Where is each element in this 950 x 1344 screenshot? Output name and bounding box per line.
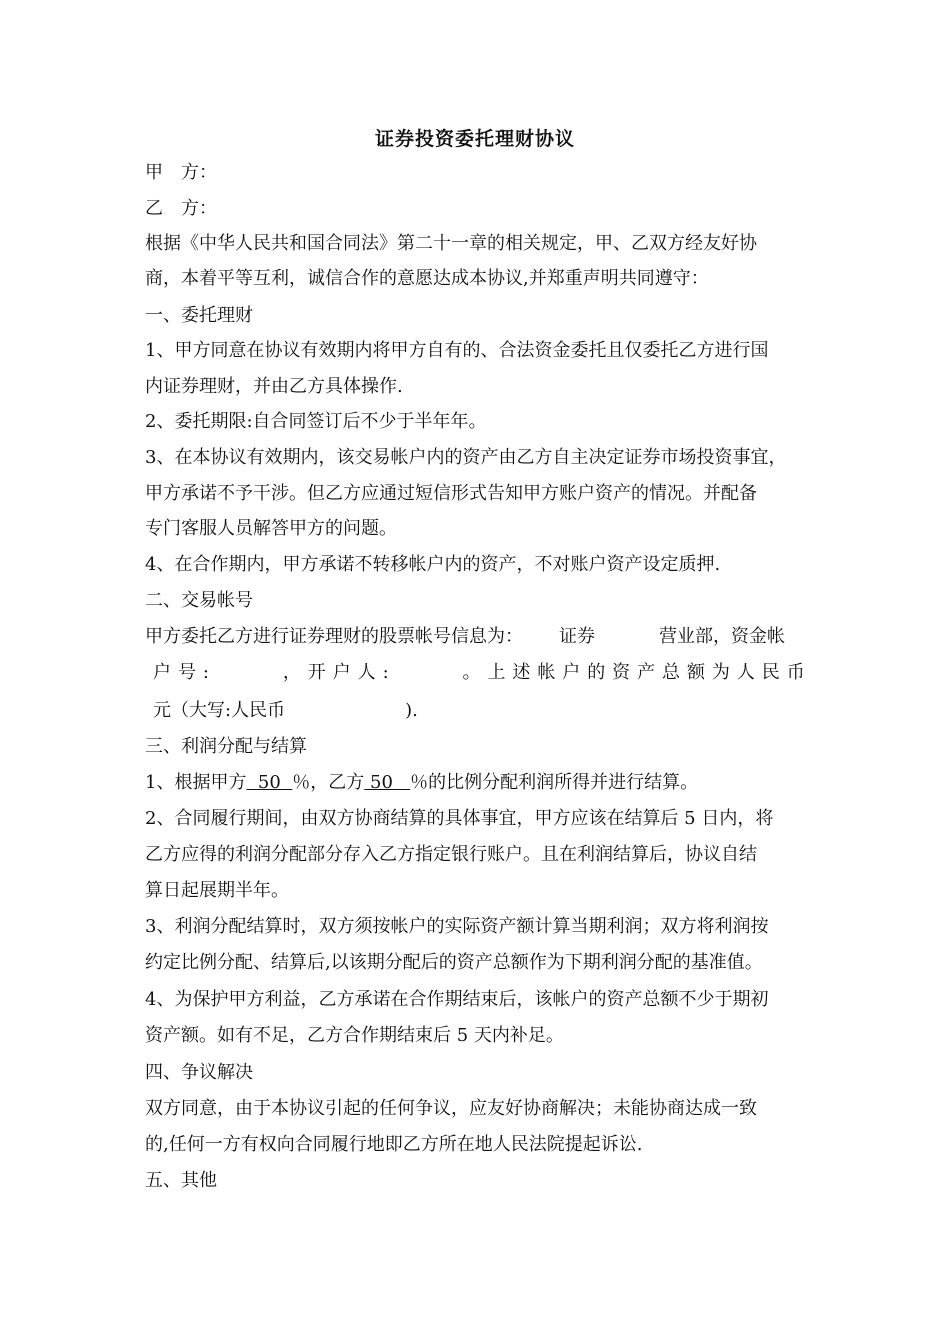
account-char: 民 (761, 662, 780, 683)
ratio-party-a (246, 772, 292, 793)
party-a-line: 甲 方： (145, 162, 217, 183)
account-char: 人 (736, 662, 755, 683)
account-char: 帐 (537, 662, 556, 683)
section-2-heading: 二、交易帐号 (145, 590, 253, 611)
account-char: 额 (686, 662, 705, 683)
clause-1-3-line-2: 甲方承诺不予干涉。但乙方应通过短信形式告知甲方账户资产的情况。并配备 (145, 483, 757, 504)
account-char: 户 (562, 662, 581, 683)
section-3-heading: 三、利润分配与结算 (145, 736, 307, 757)
section-1-heading: 一、委托理财 (145, 305, 253, 326)
party-b-line: 乙 方： (145, 198, 217, 219)
clause-1-3-line-3: 专门客服人员解答甲方的问题。 (145, 518, 397, 539)
clause-3-3-line-2: 约定比例分配、结算后,以该期分配后的资产总额作为下期利润分配的基准值。 (145, 952, 763, 973)
account-char: : (382, 662, 389, 683)
account-char: : (202, 662, 209, 683)
intro-line-2: 商，本着平等互利，诚信合作的意愿达成本协议,并郑重声明共同遵守： (145, 268, 709, 289)
ratio-text-1: 1、根据甲方 (145, 772, 247, 793)
account-info-line-2 (153, 660, 805, 686)
account-char: 币 (786, 662, 805, 683)
intro-line-1: 根据《中华人民共和国合同法》第二十一章的相关规定，甲、乙双方经友好协 (145, 233, 757, 254)
ratio-text-2: ％，乙方 (292, 772, 365, 793)
clause-3-3-line-1: 3、利润分配结算时，双方须按帐户的实际资产额计算当期利润；双方将利润按 (145, 916, 769, 937)
section-5-heading: 五、其他 (145, 1170, 217, 1191)
document-title: 证券投资委托理财协议 (374, 128, 575, 150)
clause-3-2-line-1: 2、合同履行期间，由双方协商结算的具体事宜，甲方应该在结算后 5 日内，将 (145, 808, 774, 829)
account-char: 总 (662, 662, 681, 683)
account-char: 户 (332, 662, 351, 683)
capital-amount-close: ). (405, 700, 418, 721)
account-char: 。 (462, 662, 481, 683)
account-info-line-1 (145, 624, 813, 650)
account-char: 资 (612, 662, 631, 683)
clause-3-2-line-3: 算日起展期半年。 (145, 880, 289, 901)
account-char: 开 (307, 662, 326, 683)
account-char: 为 (711, 662, 730, 683)
branch-label: 营业部，资金帐 (659, 626, 785, 647)
ratio-party-b (364, 772, 410, 793)
account-info-line-3 (153, 698, 821, 724)
clause-1-1-line-2: 内证券理财，并由乙方具体操作. (145, 376, 403, 397)
dispute-line-1: 双方同意，由于本协议引起的任何争议，应友好协商解决；未能协商达成一致 (145, 1098, 757, 1119)
ratio-party-b-value: 50 (370, 772, 393, 793)
account-char: 人 (357, 662, 376, 683)
clause-1-2: 2、委托期限:自合同签订后不少于半年年。 (145, 411, 487, 432)
ratio-party-a-value: 50 (257, 772, 281, 793)
capital-amount-label: 元（大写:人民币 (153, 700, 286, 721)
securities-label: 证券 (559, 626, 595, 647)
clause-1-3-line-1: 3、在本协议有效期内，该交易帐户内的资产由乙方自主决定证券市场投资事宜， (145, 447, 787, 468)
ratio-text-3: ％的比例分配利润所得并进行结算。 (410, 772, 699, 793)
account-intro-text: 甲方委托乙方进行证券理财的股票帐号信息为： (145, 626, 523, 647)
account-char: 户 (153, 662, 171, 683)
account-char: 的 (587, 662, 606, 683)
clause-1-4: 4、在合作期内，甲方承诺不转移帐户内的资产，不对账户资产设定质押. (145, 554, 721, 575)
clause-3-4-line-1: 4、为保护甲方利益，乙方承诺在合作期结束后，该帐户的资产总额不少于期初 (145, 989, 769, 1010)
dispute-line-2: 的,任何一方有权向合同履行地即乙方所在地人民法院提起诉讼. (145, 1134, 643, 1155)
clause-3-2-line-2: 乙方应得的利润分配部分存入乙方指定银行账户。且在利润结算后，协议自结 (145, 844, 757, 865)
clause-3-4-line-2: 资产额。如有不足，乙方合作期结束后 5 天内补足。 (145, 1025, 564, 1046)
section-4-heading: 四、争议解决 (145, 1062, 253, 1083)
account-char: 上 (487, 662, 506, 683)
clause-1-1-line-1: 1、甲方同意在协议有效期内将甲方自有的、合法资金委托且仅委托乙方进行国 (145, 340, 769, 361)
account-char: ， (282, 662, 301, 683)
clause-3-1 (145, 770, 813, 796)
account-char: 述 (512, 662, 531, 683)
account-char: 号 (177, 662, 196, 683)
account-char: 产 (637, 662, 656, 683)
